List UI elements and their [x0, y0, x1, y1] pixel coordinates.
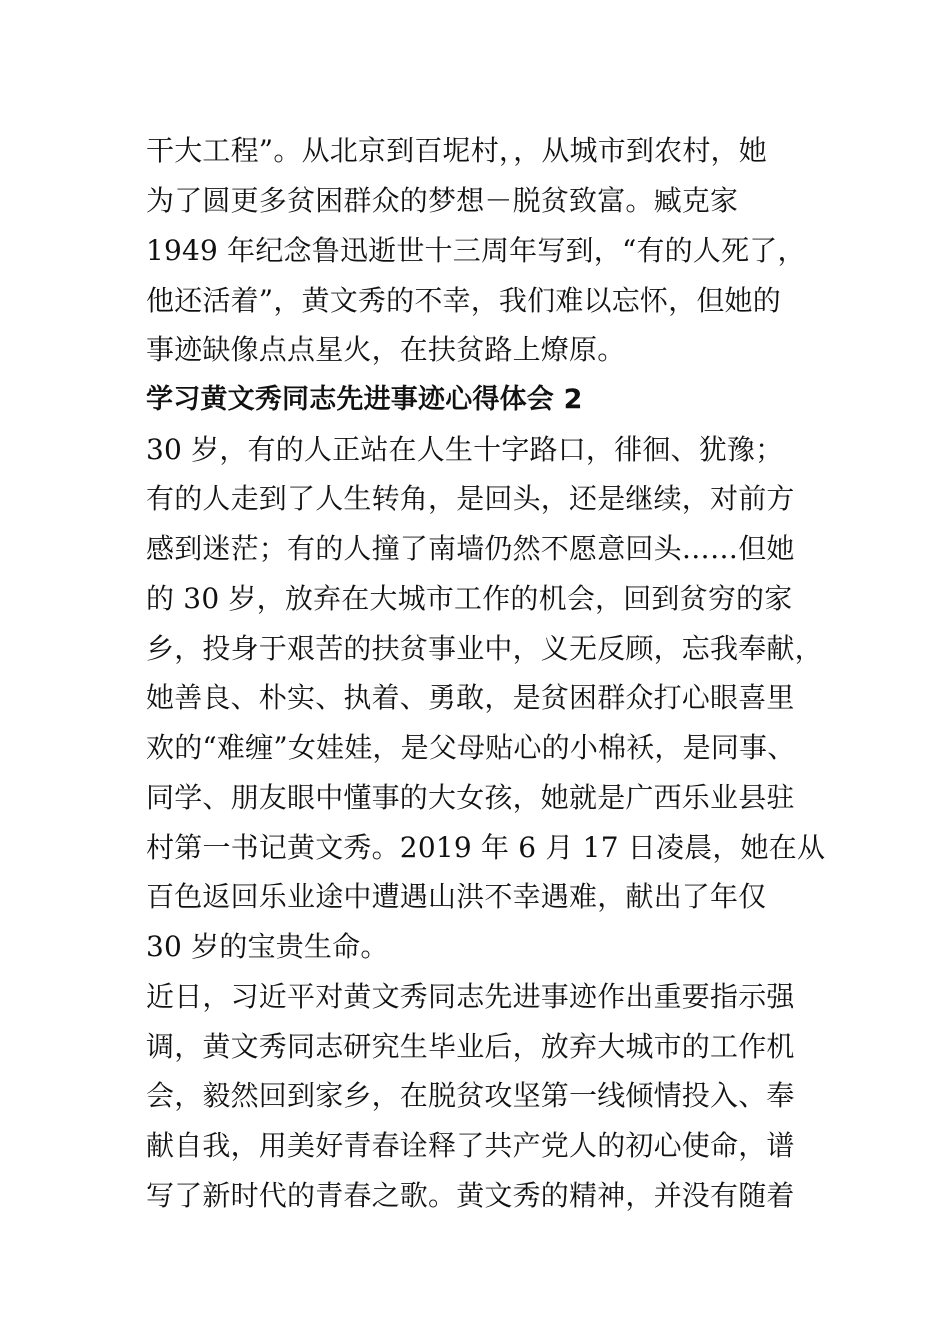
section-heading: 学习黄文秀同志先进事迹心得体会 2 — [146, 384, 583, 415]
paragraph-line: 感到迷茫；有的人撞了南墙仍然不愿意回头……但她 — [146, 532, 795, 565]
paragraph-line: 乡，投身于艰苦的扶贫事业中，义无反顾，忘我奉献， — [146, 632, 823, 665]
paragraph-line: 干大工程”。从北京到百坭村，，从城市到农村，她 — [146, 134, 767, 167]
paragraph-line: 献自我，用美好青春诠释了共产党人的初心使命，谱 — [146, 1129, 795, 1162]
paragraph-line: 近日，习近平对黄文秀同志先进事迹作出重要指示强 — [146, 980, 795, 1013]
paragraph-line: 30 岁的宝贵生命。 — [146, 930, 389, 963]
paragraph-line: 写了新时代的青春之歌。黄文秀的精神，并没有随着 — [146, 1179, 795, 1212]
paragraph-line: 她善良、朴实、执着、勇敢，是贫困群众打心眼喜里 — [146, 681, 795, 714]
paragraph-line: 会，毅然回到家乡，在脱贫攻坚第一线倾情投入、奉 — [146, 1079, 795, 1112]
paragraph-line: 百色返回乐业途中遭遇山洪不幸遇难，献出了年仅 — [146, 880, 767, 913]
paragraph-line: 有的人走到了人生转角，是回头，还是继续，对前方 — [146, 482, 795, 515]
paragraph-line: 的 30 岁，放弃在大城市工作的机会，回到贫穷的家 — [146, 582, 793, 615]
paragraph-line: 村第一书记黄文秀。2019 年 6 月 17 日凌晨，她在从 — [146, 831, 826, 864]
paragraph-line: 调，黄文秀同志研究生毕业后，放弃大城市的工作机 — [146, 1030, 795, 1063]
paragraph-line: 事迹缺像点点星火，在扶贫路上燎原。 — [146, 333, 626, 366]
paragraph-line: 欢的“难缠”女娃娃，是父母贴心的小棉袄，是同事、 — [146, 731, 796, 764]
paragraph-line: 为了圆更多贫困群众的梦想－脱贫致富。臧克家 — [146, 184, 739, 217]
paragraph-line: 他还活着”，黄文秀的不幸，我们难以忘怀，但她的 — [146, 284, 781, 317]
paragraph-line: 30 岁，有的人正站在人生十字路口，徘徊、犹豫； — [146, 433, 784, 466]
paragraph-line: 同学、朋友眼中懂事的大女孩，她就是广西乐业县驻 — [146, 781, 795, 814]
paragraph-line: 1949 年纪念鲁迅逝世十三周年写到，“有的人死了， — [146, 234, 806, 267]
